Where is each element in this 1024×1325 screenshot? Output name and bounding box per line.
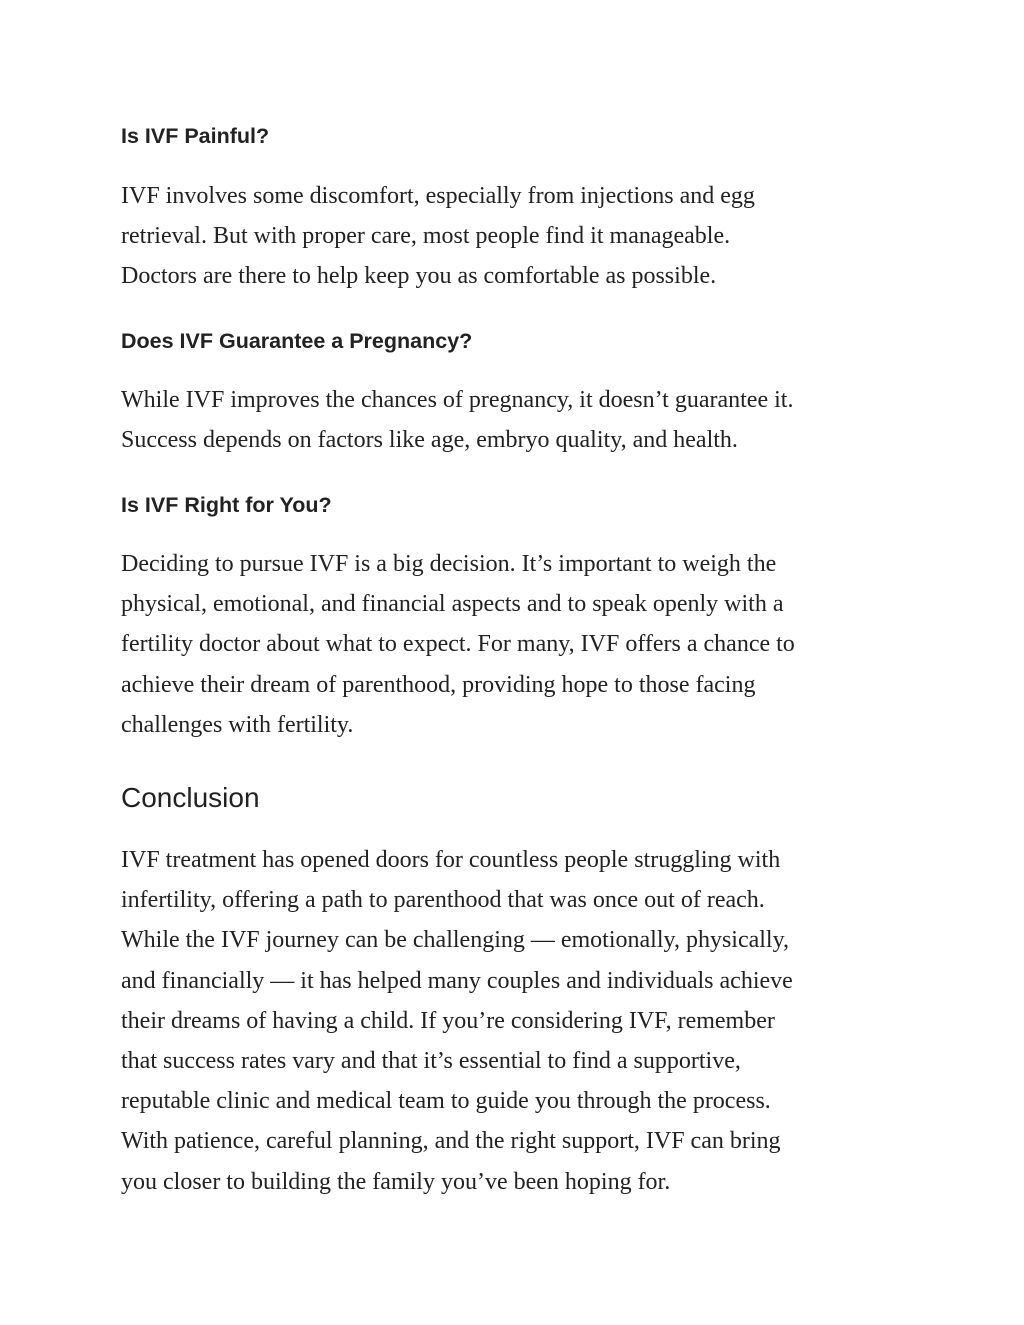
heading-does-ivf-guarantee: Does IVF Guarantee a Pregnancy?: [121, 329, 473, 353]
text-line: and financially — it has helped many couples and individuals achieve: [121, 967, 793, 994]
text-line: With patience, careful planning, and the right support, IVF can bring: [121, 1128, 781, 1155]
paragraph-is-ivf-painful: [121, 176, 901, 297]
text-line: reputable clinic and medical team to guide you through the process.: [121, 1088, 771, 1115]
text-line: fertility doctor about what to expect. For many, IVF offers a chance to: [121, 631, 795, 658]
text-line: Deciding to pursue IVF is a big decision. It’s important to weigh the: [121, 551, 777, 577]
heading-is-ivf-painful: Is IVF Painful?: [121, 124, 270, 148]
text-line: their dreams of having a child. If you’re considering IVF, remember: [121, 1007, 775, 1034]
text-line: While IVF improves the chances of pregnancy, it doesn’t guarantee it.: [121, 387, 794, 413]
text-line: challenges with fertility.: [121, 711, 354, 738]
text-line: IVF involves some discomfort, especially from injections and egg: [121, 183, 755, 209]
text-line: Doctors are there to help keep you as comfortable as possible.: [121, 263, 717, 290]
text-line: achieve their dream of parenthood, providing hope to those facing: [121, 671, 756, 698]
text-line: infertility, offering a path to parenthood that was once out of reach.: [121, 887, 765, 914]
text-line: Success depends on factors like age, embryo quality, and health.: [121, 427, 738, 454]
paragraph-does-ivf-guarantee: [121, 380, 901, 460]
paragraph-is-ivf-right: [121, 544, 901, 745]
text-line: that success rates vary and that it’s essential to find a supportive,: [121, 1048, 741, 1075]
heading-conclusion: Conclusion: [121, 782, 260, 813]
text-line: physical, emotional, and financial aspects and to speak openly with a: [121, 591, 784, 618]
text-line: While the IVF journey can be challenging — emotionally, physically,: [121, 927, 790, 954]
text-line: IVF treatment has opened doors for countless people struggling with: [121, 847, 781, 873]
paragraph-conclusion: [121, 840, 901, 1202]
text-line: you closer to building the family you’ve been hoping for.: [121, 1168, 671, 1195]
heading-is-ivf-right: Is IVF Right for You?: [121, 493, 332, 517]
text-line: retrieval. But with proper care, most people find it manageable.: [121, 223, 731, 250]
